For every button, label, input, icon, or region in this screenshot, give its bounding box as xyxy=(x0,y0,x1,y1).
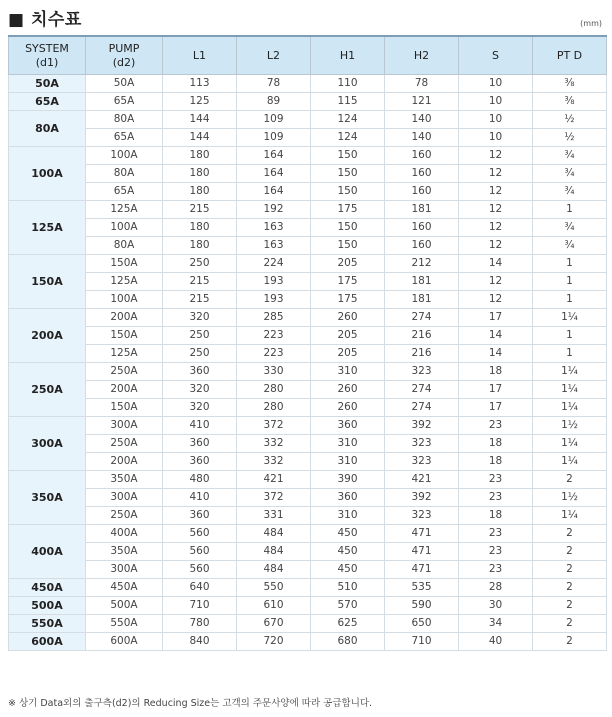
s-cell: 23 xyxy=(459,471,533,489)
pump-size-cell: 300A xyxy=(86,417,163,435)
table-row xyxy=(9,291,607,309)
header-h2: H2 xyxy=(385,36,459,75)
table-row xyxy=(9,219,607,237)
l2-cell: 223 xyxy=(237,345,311,363)
s-cell: 14 xyxy=(459,345,533,363)
s-cell: 23 xyxy=(459,489,533,507)
l1-cell: 410 xyxy=(163,489,237,507)
ptd-cell: 1 xyxy=(533,291,607,309)
ptd-cell: 1 xyxy=(533,201,607,219)
s-cell: 40 xyxy=(459,633,533,651)
l1-cell: 410 xyxy=(163,417,237,435)
l1-cell: 480 xyxy=(163,471,237,489)
table-header-row xyxy=(9,36,607,75)
h1-cell: 175 xyxy=(311,273,385,291)
h1-cell: 450 xyxy=(311,543,385,561)
table-row xyxy=(9,273,607,291)
l2-cell: 332 xyxy=(237,435,311,453)
l1-cell: 215 xyxy=(163,291,237,309)
table-row xyxy=(9,345,607,363)
l1-cell: 180 xyxy=(163,237,237,255)
h1-cell: 115 xyxy=(311,93,385,111)
l1-cell: 560 xyxy=(163,525,237,543)
header-l1: L1 xyxy=(163,36,237,75)
pump-size-cell: 350A xyxy=(86,543,163,561)
l1-cell: 250 xyxy=(163,327,237,345)
footnote: ※ 상기 Data외의 출구측(d2)의 Reducing Size는 고객의 주문사양에 따라 공급합니다. xyxy=(8,698,373,709)
ptd-cell: ½ xyxy=(533,111,607,129)
pump-size-cell: 80A xyxy=(86,165,163,183)
pump-size-cell: 250A xyxy=(86,363,163,381)
pump-size-cell: 200A xyxy=(86,381,163,399)
l1-cell: 125 xyxy=(163,93,237,111)
h2-cell: 323 xyxy=(385,507,459,525)
l2-cell: 223 xyxy=(237,327,311,345)
h1-cell: 260 xyxy=(311,381,385,399)
table-row xyxy=(9,417,607,435)
ptd-cell: 1½ xyxy=(533,417,607,435)
system-size-cell: 350A xyxy=(9,471,86,525)
ptd-cell: 1¼ xyxy=(533,399,607,417)
table-row xyxy=(9,111,607,129)
s-cell: 12 xyxy=(459,219,533,237)
s-cell: 34 xyxy=(459,615,533,633)
table-row xyxy=(9,633,607,651)
table-row xyxy=(9,183,607,201)
system-size-cell: 450A xyxy=(9,579,86,597)
h2-cell: 212 xyxy=(385,255,459,273)
ptd-cell: 1 xyxy=(533,255,607,273)
h2-cell: 535 xyxy=(385,579,459,597)
l1-cell: 113 xyxy=(163,75,237,93)
pump-size-cell: 250A xyxy=(86,435,163,453)
s-cell: 17 xyxy=(459,309,533,327)
h2-cell: 160 xyxy=(385,147,459,165)
s-cell: 17 xyxy=(459,399,533,417)
h2-cell: 181 xyxy=(385,291,459,309)
s-cell: 12 xyxy=(459,291,533,309)
l1-cell: 180 xyxy=(163,219,237,237)
pump-size-cell: 350A xyxy=(86,471,163,489)
ptd-cell: 1¼ xyxy=(533,453,607,471)
s-cell: 18 xyxy=(459,435,533,453)
table-row xyxy=(9,399,607,417)
pump-size-cell: 100A xyxy=(86,147,163,165)
l2-cell: 193 xyxy=(237,291,311,309)
h1-cell: 150 xyxy=(311,147,385,165)
table-row xyxy=(9,93,607,111)
header-h1: H1 xyxy=(311,36,385,75)
l2-cell: 78 xyxy=(237,75,311,93)
table-row xyxy=(9,309,607,327)
s-cell: 17 xyxy=(459,381,533,399)
s-cell: 23 xyxy=(459,525,533,543)
h2-cell: 590 xyxy=(385,597,459,615)
ptd-cell: 1 xyxy=(533,273,607,291)
s-cell: 12 xyxy=(459,273,533,291)
pump-size-cell: 150A xyxy=(86,399,163,417)
ptd-cell: 1 xyxy=(533,327,607,345)
header-pump: PUMP (d2) xyxy=(86,36,163,75)
table-row xyxy=(9,129,607,147)
table-row xyxy=(9,363,607,381)
l1-cell: 144 xyxy=(163,129,237,147)
h2-cell: 181 xyxy=(385,273,459,291)
s-cell: 10 xyxy=(459,111,533,129)
table-row xyxy=(9,597,607,615)
s-cell: 23 xyxy=(459,543,533,561)
pump-size-cell: 50A xyxy=(86,75,163,93)
h1-cell: 175 xyxy=(311,291,385,309)
s-cell: 10 xyxy=(459,129,533,147)
l2-cell: 484 xyxy=(237,525,311,543)
header-s: S xyxy=(459,36,533,75)
h1-cell: 680 xyxy=(311,633,385,651)
h2-cell: 160 xyxy=(385,183,459,201)
l2-cell: 372 xyxy=(237,417,311,435)
l2-cell: 332 xyxy=(237,453,311,471)
l1-cell: 320 xyxy=(163,399,237,417)
l1-cell: 215 xyxy=(163,273,237,291)
h2-cell: 181 xyxy=(385,201,459,219)
h1-cell: 310 xyxy=(311,453,385,471)
l2-cell: 421 xyxy=(237,471,311,489)
system-size-cell: 125A xyxy=(9,201,86,255)
h1-cell: 150 xyxy=(311,183,385,201)
l1-cell: 250 xyxy=(163,255,237,273)
l1-cell: 560 xyxy=(163,561,237,579)
table-row xyxy=(9,489,607,507)
s-cell: 12 xyxy=(459,201,533,219)
l2-cell: 109 xyxy=(237,111,311,129)
header-ptd: PT D xyxy=(533,36,607,75)
table-row xyxy=(9,381,607,399)
l2-cell: 89 xyxy=(237,93,311,111)
s-cell: 23 xyxy=(459,417,533,435)
ptd-cell: 1¼ xyxy=(533,507,607,525)
pump-size-cell: 300A xyxy=(86,561,163,579)
s-cell: 18 xyxy=(459,507,533,525)
ptd-cell: 1¼ xyxy=(533,309,607,327)
ptd-cell: 2 xyxy=(533,471,607,489)
dimension-table xyxy=(8,35,607,651)
l2-cell: 192 xyxy=(237,201,311,219)
table-row xyxy=(9,255,607,273)
l2-cell: 330 xyxy=(237,363,311,381)
header-system: SYSTEM (d1) xyxy=(9,36,86,75)
h2-cell: 392 xyxy=(385,489,459,507)
pump-size-cell: 100A xyxy=(86,291,163,309)
h2-cell: 78 xyxy=(385,75,459,93)
l1-cell: 560 xyxy=(163,543,237,561)
ptd-cell: 2 xyxy=(533,561,607,579)
ptd-cell: ¾ xyxy=(533,183,607,201)
l1-cell: 250 xyxy=(163,345,237,363)
l1-cell: 215 xyxy=(163,201,237,219)
l2-cell: 484 xyxy=(237,543,311,561)
h2-cell: 160 xyxy=(385,237,459,255)
h2-cell: 323 xyxy=(385,435,459,453)
pump-size-cell: 250A xyxy=(86,507,163,525)
table-row xyxy=(9,543,607,561)
h2-cell: 274 xyxy=(385,381,459,399)
h1-cell: 360 xyxy=(311,417,385,435)
h1-cell: 124 xyxy=(311,111,385,129)
l2-cell: 550 xyxy=(237,579,311,597)
system-size-cell: 250A xyxy=(9,363,86,417)
l1-cell: 320 xyxy=(163,381,237,399)
pump-size-cell: 500A xyxy=(86,597,163,615)
unit-label: (mm) xyxy=(580,19,602,28)
table-row xyxy=(9,453,607,471)
h2-cell: 140 xyxy=(385,111,459,129)
pump-size-cell: 80A xyxy=(86,237,163,255)
h1-cell: 150 xyxy=(311,165,385,183)
pump-size-cell: 450A xyxy=(86,579,163,597)
ptd-cell: 2 xyxy=(533,543,607,561)
table-row xyxy=(9,237,607,255)
l2-cell: 164 xyxy=(237,147,311,165)
h1-cell: 150 xyxy=(311,237,385,255)
h1-cell: 110 xyxy=(311,75,385,93)
pump-size-cell: 550A xyxy=(86,615,163,633)
l1-cell: 144 xyxy=(163,111,237,129)
l2-cell: 610 xyxy=(237,597,311,615)
system-size-cell: 600A xyxy=(9,633,86,651)
h1-cell: 390 xyxy=(311,471,385,489)
s-cell: 10 xyxy=(459,93,533,111)
l2-cell: 164 xyxy=(237,183,311,201)
l2-cell: 109 xyxy=(237,129,311,147)
h1-cell: 510 xyxy=(311,579,385,597)
s-cell: 30 xyxy=(459,597,533,615)
l1-cell: 780 xyxy=(163,615,237,633)
h2-cell: 471 xyxy=(385,543,459,561)
pump-size-cell: 65A xyxy=(86,129,163,147)
h1-cell: 175 xyxy=(311,201,385,219)
table-body xyxy=(9,75,607,651)
s-cell: 14 xyxy=(459,327,533,345)
system-size-cell: 50A xyxy=(9,75,86,93)
h1-cell: 124 xyxy=(311,129,385,147)
table-row xyxy=(9,165,607,183)
s-cell: 12 xyxy=(459,237,533,255)
ptd-cell: 1¼ xyxy=(533,363,607,381)
h1-cell: 570 xyxy=(311,597,385,615)
h1-cell: 310 xyxy=(311,435,385,453)
l1-cell: 320 xyxy=(163,309,237,327)
l2-cell: 164 xyxy=(237,165,311,183)
h1-cell: 260 xyxy=(311,399,385,417)
system-size-cell: 150A xyxy=(9,255,86,309)
s-cell: 12 xyxy=(459,147,533,165)
h1-cell: 205 xyxy=(311,327,385,345)
h2-cell: 710 xyxy=(385,633,459,651)
h2-cell: 421 xyxy=(385,471,459,489)
pump-size-cell: 150A xyxy=(86,327,163,345)
h2-cell: 160 xyxy=(385,165,459,183)
pump-size-cell: 200A xyxy=(86,453,163,471)
s-cell: 14 xyxy=(459,255,533,273)
pump-size-cell: 125A xyxy=(86,345,163,363)
system-size-cell: 500A xyxy=(9,597,86,615)
pump-size-cell: 80A xyxy=(86,111,163,129)
ptd-cell: 2 xyxy=(533,525,607,543)
ptd-cell: 1¼ xyxy=(533,435,607,453)
ptd-cell: 2 xyxy=(533,633,607,651)
l2-cell: 331 xyxy=(237,507,311,525)
l1-cell: 360 xyxy=(163,435,237,453)
s-cell: 10 xyxy=(459,75,533,93)
l1-cell: 180 xyxy=(163,183,237,201)
system-size-cell: 300A xyxy=(9,417,86,471)
ptd-cell: ⅜ xyxy=(533,93,607,111)
l1-cell: 360 xyxy=(163,507,237,525)
ptd-cell: 2 xyxy=(533,615,607,633)
h2-cell: 216 xyxy=(385,327,459,345)
system-size-cell: 80A xyxy=(9,111,86,147)
table-row xyxy=(9,327,607,345)
h1-cell: 360 xyxy=(311,489,385,507)
table-row xyxy=(9,471,607,489)
h2-cell: 471 xyxy=(385,561,459,579)
ptd-cell: 1 xyxy=(533,345,607,363)
s-cell: 23 xyxy=(459,561,533,579)
l2-cell: 484 xyxy=(237,561,311,579)
h2-cell: 650 xyxy=(385,615,459,633)
l1-cell: 180 xyxy=(163,165,237,183)
l1-cell: 360 xyxy=(163,453,237,471)
system-size-cell: 65A xyxy=(9,93,86,111)
h2-cell: 160 xyxy=(385,219,459,237)
h1-cell: 450 xyxy=(311,561,385,579)
table-row xyxy=(9,75,607,93)
h2-cell: 471 xyxy=(385,525,459,543)
l2-cell: 720 xyxy=(237,633,311,651)
system-size-cell: 550A xyxy=(9,615,86,633)
pump-size-cell: 150A xyxy=(86,255,163,273)
l2-cell: 670 xyxy=(237,615,311,633)
h2-cell: 392 xyxy=(385,417,459,435)
pump-size-cell: 400A xyxy=(86,525,163,543)
l2-cell: 280 xyxy=(237,399,311,417)
page-title: ■ 치수표 xyxy=(8,10,82,30)
table-row xyxy=(9,507,607,525)
ptd-cell: 1¼ xyxy=(533,381,607,399)
h1-cell: 310 xyxy=(311,507,385,525)
pump-size-cell: 65A xyxy=(86,183,163,201)
pump-size-cell: 125A xyxy=(86,273,163,291)
pump-size-cell: 300A xyxy=(86,489,163,507)
table-row xyxy=(9,579,607,597)
ptd-cell: ¾ xyxy=(533,147,607,165)
table-row xyxy=(9,147,607,165)
h1-cell: 205 xyxy=(311,345,385,363)
ptd-cell: ½ xyxy=(533,129,607,147)
l1-cell: 180 xyxy=(163,147,237,165)
system-size-cell: 400A xyxy=(9,525,86,579)
pump-size-cell: 200A xyxy=(86,309,163,327)
ptd-cell: ⅜ xyxy=(533,75,607,93)
h1-cell: 150 xyxy=(311,219,385,237)
system-size-cell: 200A xyxy=(9,309,86,363)
h1-cell: 260 xyxy=(311,309,385,327)
table-row xyxy=(9,615,607,633)
ptd-cell: 2 xyxy=(533,579,607,597)
ptd-cell: ¾ xyxy=(533,219,607,237)
s-cell: 18 xyxy=(459,453,533,471)
system-size-cell: 100A xyxy=(9,147,86,201)
h2-cell: 274 xyxy=(385,399,459,417)
pump-size-cell: 100A xyxy=(86,219,163,237)
l2-cell: 163 xyxy=(237,237,311,255)
h1-cell: 310 xyxy=(311,363,385,381)
l2-cell: 285 xyxy=(237,309,311,327)
table-row xyxy=(9,561,607,579)
h2-cell: 216 xyxy=(385,345,459,363)
pump-size-cell: 600A xyxy=(86,633,163,651)
l1-cell: 360 xyxy=(163,363,237,381)
pump-size-cell: 65A xyxy=(86,93,163,111)
l2-cell: 163 xyxy=(237,219,311,237)
h1-cell: 205 xyxy=(311,255,385,273)
table-row xyxy=(9,525,607,543)
s-cell: 28 xyxy=(459,579,533,597)
h1-cell: 450 xyxy=(311,525,385,543)
l1-cell: 840 xyxy=(163,633,237,651)
s-cell: 12 xyxy=(459,183,533,201)
l2-cell: 224 xyxy=(237,255,311,273)
l1-cell: 710 xyxy=(163,597,237,615)
s-cell: 18 xyxy=(459,363,533,381)
pump-size-cell: 125A xyxy=(86,201,163,219)
h2-cell: 323 xyxy=(385,453,459,471)
l1-cell: 640 xyxy=(163,579,237,597)
l2-cell: 193 xyxy=(237,273,311,291)
table-row xyxy=(9,435,607,453)
s-cell: 12 xyxy=(459,165,533,183)
h2-cell: 140 xyxy=(385,129,459,147)
table-row xyxy=(9,201,607,219)
ptd-cell: ¾ xyxy=(533,237,607,255)
h2-cell: 323 xyxy=(385,363,459,381)
header-l2: L2 xyxy=(237,36,311,75)
h2-cell: 121 xyxy=(385,93,459,111)
l2-cell: 280 xyxy=(237,381,311,399)
ptd-cell: 2 xyxy=(533,597,607,615)
h1-cell: 625 xyxy=(311,615,385,633)
l2-cell: 372 xyxy=(237,489,311,507)
ptd-cell: ¾ xyxy=(533,165,607,183)
ptd-cell: 1½ xyxy=(533,489,607,507)
h2-cell: 274 xyxy=(385,309,459,327)
